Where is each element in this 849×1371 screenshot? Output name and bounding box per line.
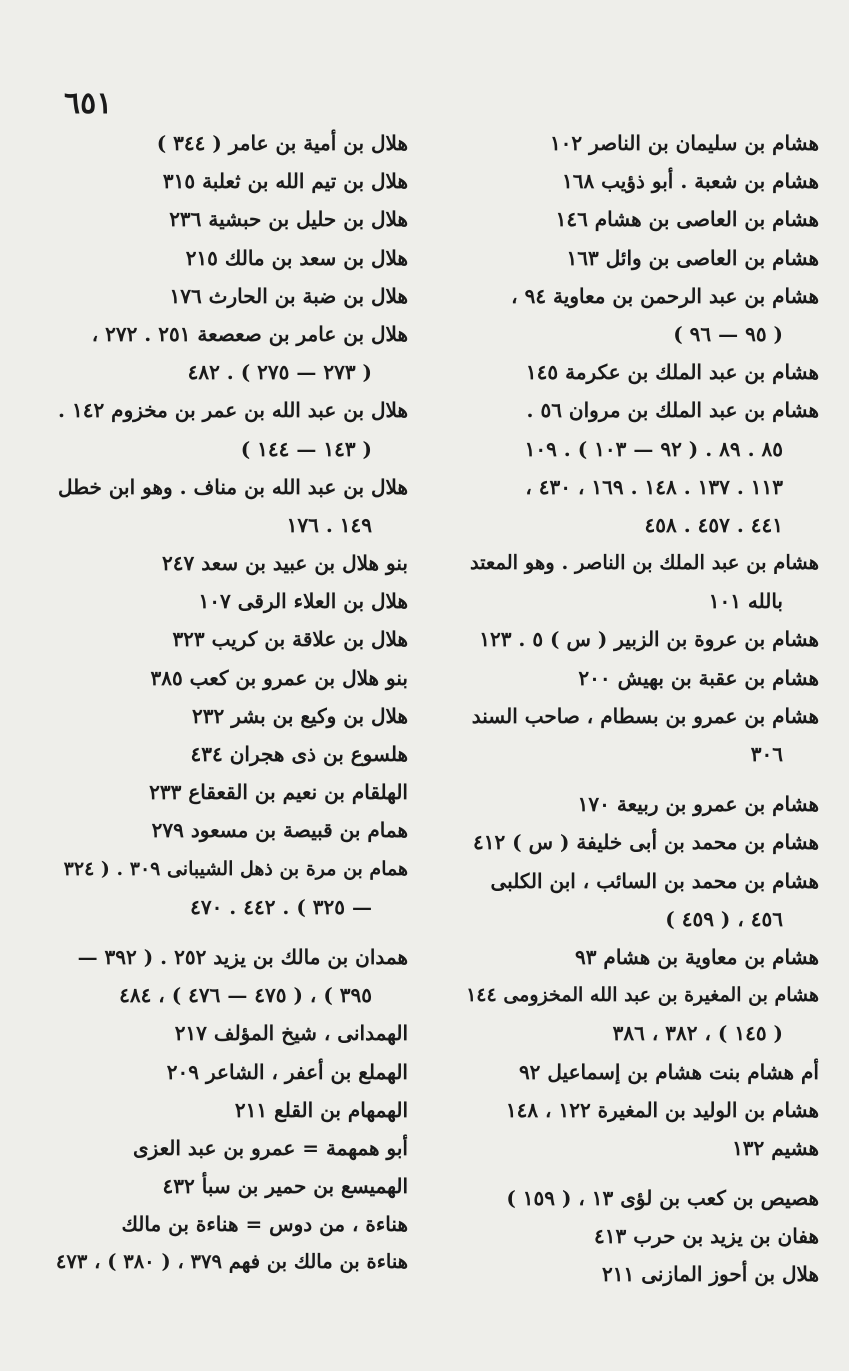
index-entry-continuation: ( ١٤٥ ) ، ٣٨٢ ، ٣٨٦ <box>612 1021 783 1046</box>
index-entry: همام بن قبيصة بن مسعود ٢٧٩ <box>151 818 408 843</box>
index-entry: أم هشام بنت هشام بن إسماعيل ٩٢ <box>518 1059 819 1084</box>
index-entry-continuation: ( ٢٧٣ — ٢٧٥ ) . ٤٨٢ <box>187 360 372 385</box>
index-entry: أبو همهمة = عمرو بن عبد العزى <box>132 1135 408 1160</box>
index-entry: هفان بن يزيد بن حرب ٤١٣ <box>594 1224 819 1249</box>
index-entry: هلسوع بن ذى هجران ٤٣٤ <box>190 742 408 766</box>
index-entry: الهمهام بن القلع ٢١١ <box>234 1097 408 1122</box>
index-entry: هشام بن عمرو بن ربيعة ١٧٠ <box>577 792 819 817</box>
index-entry: همدان بن مالك بن يزيد ٢٥٢ . ( ٣٩٢ — <box>77 944 408 969</box>
index-entry-continuation: ٨٥ . ٨٩ . ( ٩٢ — ١٠٣ ) . ١٠٩ <box>524 436 783 461</box>
left-index-column <box>56 124 408 1282</box>
index-entry: هلال بن أمية بن عامر ( ٣٤٤ ) <box>156 131 408 155</box>
entry-gap <box>56 926 408 938</box>
index-entry: الهملع بن أعفر ، الشاعر ٢٠٩ <box>166 1059 408 1084</box>
index-entry-continuation: ١٤٩ . ١٧٦ <box>286 512 372 537</box>
index-entry: هشام بن المغيرة بن عبد الله المخزومى ١٤٤ <box>466 984 819 1007</box>
index-entry: هشام بن عروة بن الزبير ( س ) ٥ . ١٢٣ <box>479 627 819 652</box>
index-entry: هشام بن الوليد بن المغيرة ١٢٢ ، ١٤٨ <box>505 1097 819 1122</box>
index-entry: هلال بن ضبة بن الحارث ١٧٦ <box>169 283 408 308</box>
index-entry: الهميسع بن حمير بن سبأ ٤٣٢ <box>162 1174 408 1199</box>
index-entry-continuation: — ٣٢٥ ) . ٤٤٢ . ٤٧٠ <box>190 894 372 919</box>
entry-gap <box>464 773 819 785</box>
index-entry: هشام بن العاصى بن وائل ١٦٣ <box>566 245 819 270</box>
index-entry: هلال بن تيم الله بن ثعلبة ٣١٥ <box>162 169 408 194</box>
index-entry: هناءة ، من دوس = هناءة بن مالك <box>121 1212 408 1237</box>
index-entry: هشام بن عبد الملك بن مروان ٥٦ . <box>526 398 819 423</box>
index-entry: هشام بن العاصى بن هشام ١٤٦ <box>555 207 819 232</box>
index-entry: همام بن مرة بن ذهل الشيبانى ٣٠٩ . ( ٣٢٤ <box>63 857 408 880</box>
index-entry-continuation: ٤٤١ . ٤٥٧ . ٤٥٨ <box>644 512 783 537</box>
index-entry: هشام بن عقبة بن بهيش ٢٠٠ <box>578 665 819 690</box>
index-entry: هشام بن عبد الرحمن بن معاوية ٩٤ ، <box>511 283 819 308</box>
index-entry: هلال بن العلاء الرقى ١٠٧ <box>198 589 408 614</box>
entry-gap <box>464 1167 819 1179</box>
index-entry: هلال بن سعد بن مالك ٢١٥ <box>185 245 408 270</box>
index-entry: هشام بن عبد الملك بن الناصر . وهو المعتد <box>469 551 819 575</box>
right-index-column <box>464 124 819 1294</box>
index-entry-continuation: ٣٩٥ ) ، ( ٤٧٥ — ٤٧٦ ) ، ٤٨٤ <box>119 983 372 1008</box>
index-entry: بنو هلال بن عمرو بن كعب ٣٨٥ <box>150 665 408 690</box>
index-entry: بنو هلال بن عبيد بن سعد ٢٤٧ <box>162 551 408 576</box>
index-entry-continuation: ( ١٤٣ — ١٤٤ ) <box>240 436 372 461</box>
index-entry: هشام بن محمد بن أبى خليفة ( س ) ٤١٢ <box>472 830 819 855</box>
index-entry: الهلقام بن نعيم بن القعقاع ٢٣٣ <box>149 780 408 805</box>
index-entry: هشام بن محمد بن السائب ، ابن الكلبى <box>490 868 819 893</box>
index-entry: هشام بن عبد الملك بن عكرمة ١٤٥ <box>525 360 819 385</box>
index-entry-continuation: بالله ١٠١ <box>708 589 783 614</box>
index-entry: هناءة بن مالك بن فهم ٣٧٩ ، ( ٣٨٠ ) ، ٤٧٣ <box>56 1250 408 1274</box>
index-entry-continuation: ١١٣ . ١٣٧ . ١٤٨ . ١٦٩ ، ٤٣٠ ، <box>525 474 783 499</box>
index-entry: هلال بن علاقة بن كريب ٣٢٣ <box>172 627 408 652</box>
index-entry-continuation: ٣٠٦ <box>750 742 783 766</box>
index-entry: الهمدانى ، شيخ المؤلف ٢١٧ <box>174 1021 408 1046</box>
index-entry-continuation: ( ٩٥ — ٩٦ ) <box>673 321 783 346</box>
index-entry: هلال بن عبد الله بن عمر بن مخزوم ١٤٢ . <box>58 398 408 423</box>
index-entry: هلال بن حليل بن حبشية ٢٣٦ <box>169 207 408 232</box>
index-entry: هصيص بن كعب بن لؤى ١٣ ، ( ١٥٩ ) <box>506 1186 819 1211</box>
index-entry: هلال بن عبد الله بن مناف . وهو ابن خطل <box>57 474 408 499</box>
index-entry: هلال بن عامر بن صعصعة ٢٥١ . ٢٧٢ ، <box>91 321 408 346</box>
index-entry: هلال بن وكيع بن بشر ٢٣٢ <box>192 703 408 728</box>
index-entry: هشام بن سليمان بن الناصر ١٠٢ <box>549 131 819 155</box>
index-entry: هلال بن أحوز المازنى ٢١١ <box>602 1262 819 1287</box>
index-entry: هشام بن عمرو بن بسطام ، صاحب السند <box>471 703 819 728</box>
index-entry: هشام بن معاوية بن هشام ٩٣ <box>574 944 819 969</box>
index-entry: هشيم ١٣٢ <box>732 1135 819 1160</box>
page-number: ٦٥١ <box>64 86 113 121</box>
index-entry: هشام بن شعبة . أبو ذؤيب ١٦٨ <box>561 169 819 194</box>
index-entry-continuation: ٤٥٦ ، ( ٤٥٩ ) <box>665 906 783 931</box>
